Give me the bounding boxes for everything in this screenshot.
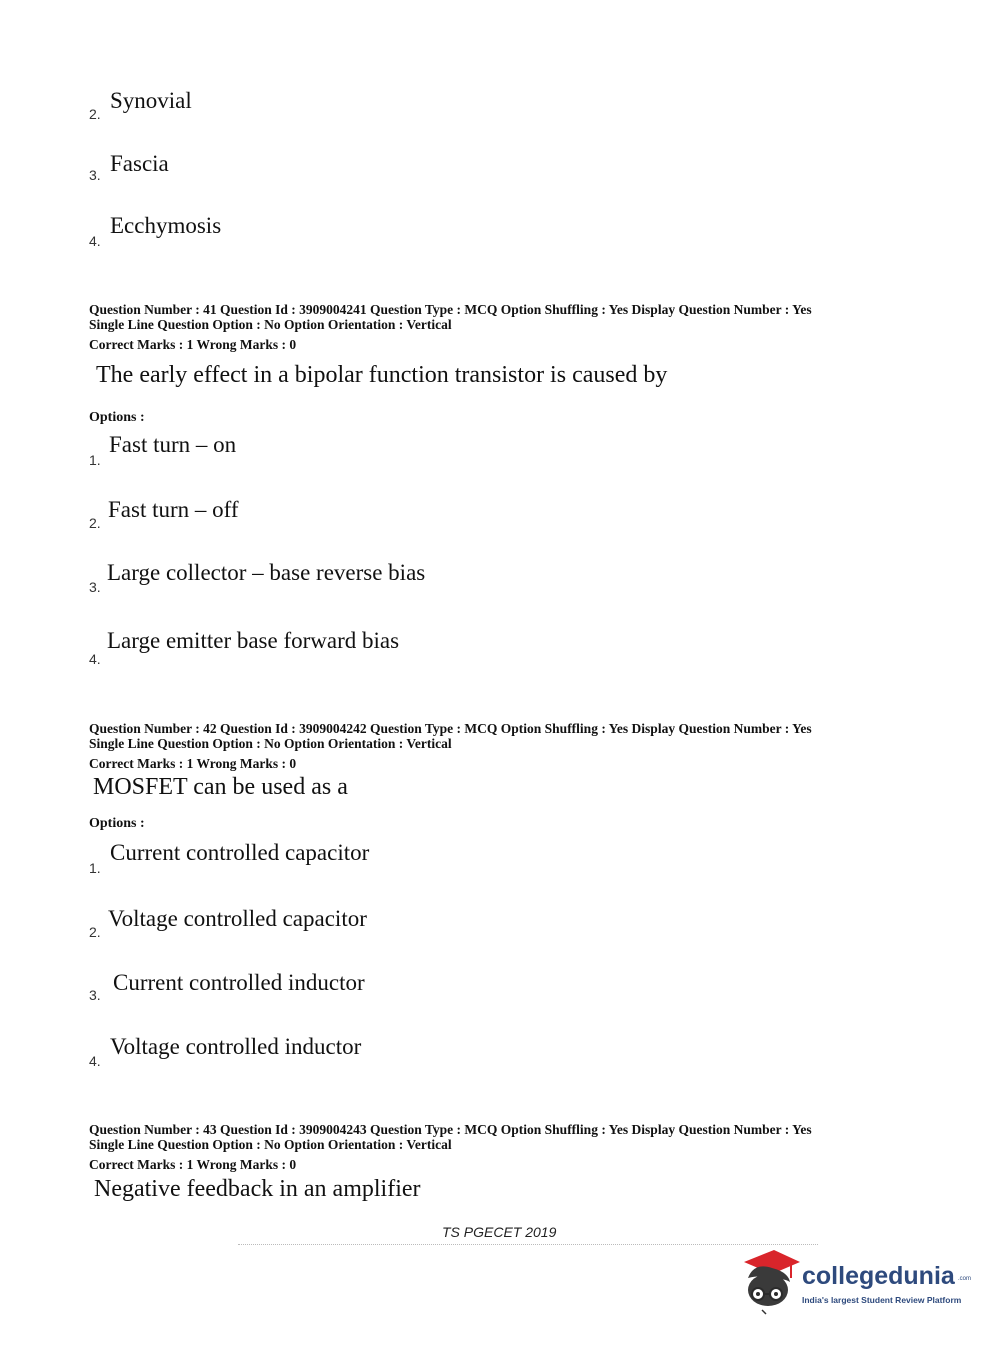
option-text: Large emitter base forward bias — [107, 628, 400, 653]
option-text: Fascia — [110, 151, 169, 176]
question-meta: Single Line Question Option : No Option Orientation : Vertical — [89, 736, 452, 751]
option-text: Synovial — [110, 88, 192, 113]
option-text: Fast turn – off — [108, 497, 239, 522]
option-text: Ecchymosis — [110, 213, 222, 238]
question-meta: Question Number : 43 Question Id : 3909004243 Question Type : MCQ Option Shuffling : Yes Display Question Number : Yes — [89, 1122, 812, 1137]
question-text: The early effect in a bipolar function transistor is caused by — [96, 362, 668, 388]
brand-tagline: India's largest Student Review Platform — [802, 1295, 962, 1305]
footer-divider — [238, 1244, 818, 1245]
option-number: 3. — [89, 987, 101, 1003]
question-marks: Correct Marks : 1 Wrong Marks : 0 — [89, 1157, 297, 1172]
option-number: 3. — [89, 579, 101, 595]
option-number: 3. — [89, 167, 101, 183]
option-number: 2. — [89, 106, 101, 122]
question-meta: Question Number : 42 Question Id : 3909004242 Question Type : MCQ Option Shuffling : Yes Display Question Number : Yes — [89, 721, 812, 736]
question-text: Negative feedback in an amplifier — [94, 1176, 421, 1202]
question-text: MOSFET can be used as a — [93, 774, 348, 800]
question-meta: Question Number : 41 Question Id : 3909004241 Question Type : MCQ Option Shuffling : Yes Display Question Number : Yes — [89, 302, 812, 317]
question-marks: Correct Marks : 1 Wrong Marks : 0 — [89, 337, 297, 352]
option-text: Current controlled capacitor — [110, 840, 370, 865]
brand-domain: .com — [958, 1276, 972, 1282]
question-meta: Single Line Question Option : No Option Orientation : Vertical — [89, 317, 452, 332]
question-meta: Single Line Question Option : No Option Orientation : Vertical — [89, 1137, 452, 1152]
option-number: 1. — [89, 452, 101, 468]
option-text: Fast turn – on — [109, 432, 237, 457]
collegedunia-logo — [740, 1248, 970, 1318]
option-text: Voltage controlled inductor — [110, 1034, 362, 1059]
option-text: Large collector – base reverse bias — [107, 560, 426, 585]
option-number: 4. — [89, 1053, 101, 1069]
option-text: Current controlled inductor — [113, 970, 365, 995]
footer-title: TS PGECET 2019 — [442, 1224, 557, 1240]
option-number: 4. — [89, 651, 101, 667]
options-label: Options : — [89, 816, 145, 831]
options-label: Options : — [89, 410, 145, 425]
brand-name: collegedunia — [802, 1262, 955, 1290]
option-text: Voltage controlled capacitor — [108, 906, 367, 931]
mascot-icon — [740, 1248, 802, 1316]
question-marks: Correct Marks : 1 Wrong Marks : 0 — [89, 756, 297, 771]
option-number: 1. — [89, 860, 101, 876]
option-number: 2. — [89, 515, 101, 531]
option-number: 2. — [89, 924, 101, 940]
option-number: 4. — [89, 233, 101, 249]
